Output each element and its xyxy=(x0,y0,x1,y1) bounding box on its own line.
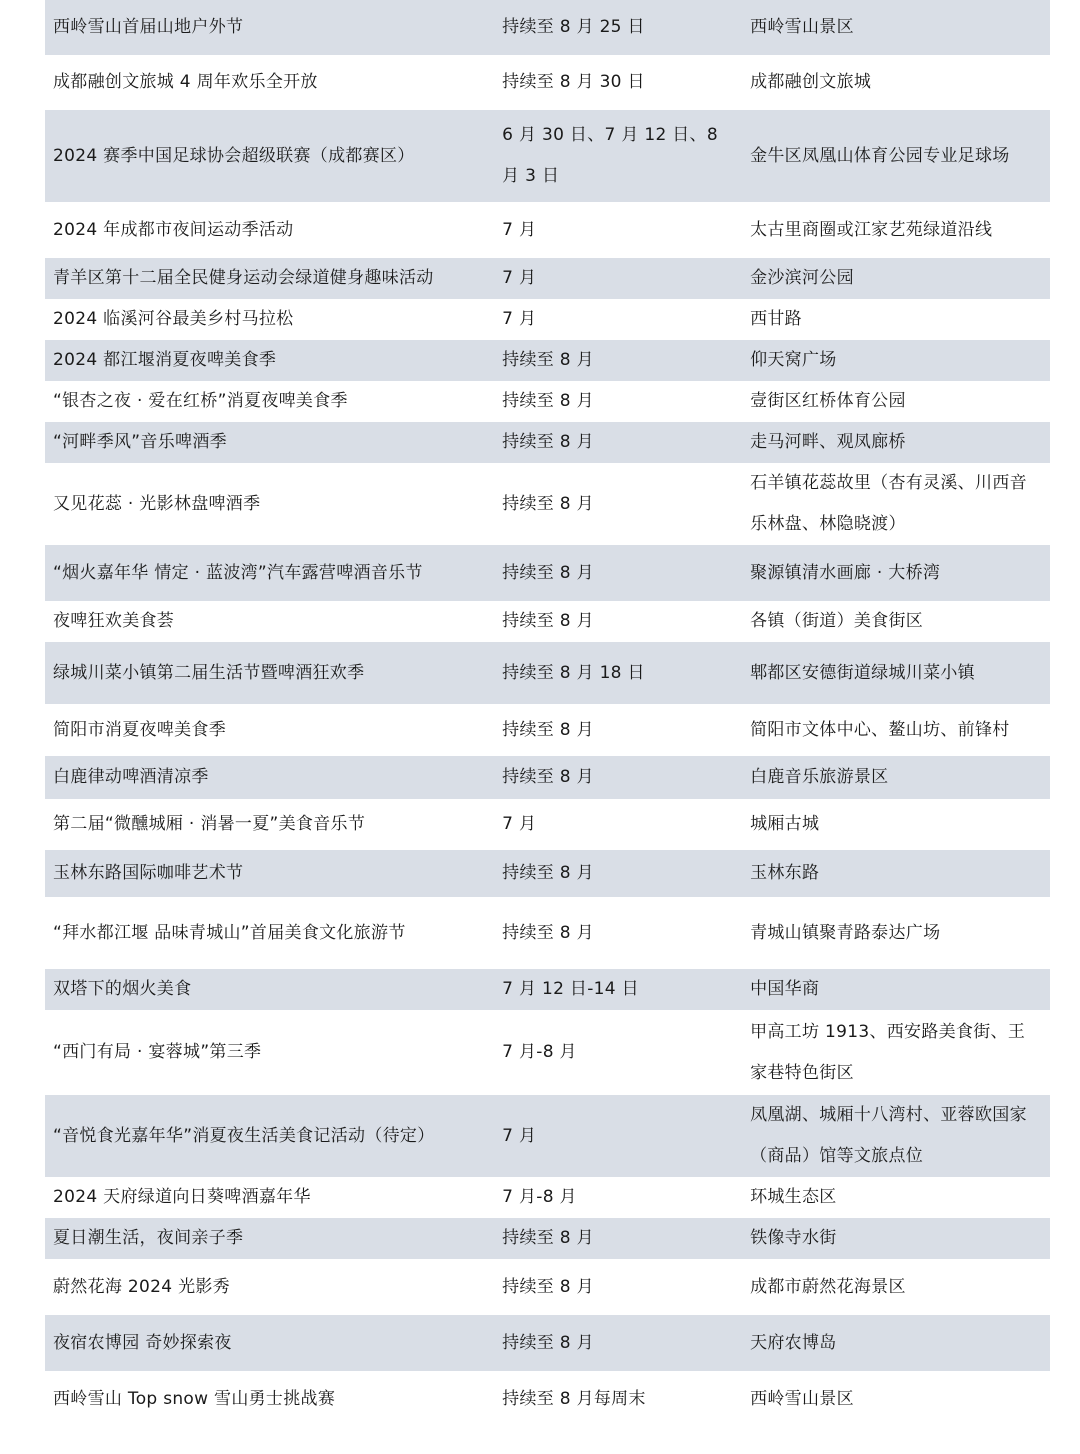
event-name: 双塔下的烟火美食 xyxy=(45,969,494,1010)
event-date: 持续至 8 月 xyxy=(502,922,594,943)
table-row xyxy=(45,1315,1050,1371)
event-name: “烟火嘉年华 情定 · 蓝波湾”汽车露营啤酒音乐节 xyxy=(45,545,494,601)
event-date: 7 月 xyxy=(494,1095,742,1177)
event-name: 简阳市消夏夜啤美食季 xyxy=(53,719,226,740)
events-table xyxy=(45,0,1050,1427)
event-place: 成都融创文旅城 xyxy=(750,72,872,92)
event-date: 6 月 30 日、7 月 12 日、8 月 3 日 xyxy=(494,110,742,202)
event-name: “拜水都江堰 品味青城山”首届美食文化旅游节 xyxy=(53,922,406,943)
table-row xyxy=(45,422,1050,463)
event-place: 中国华商 xyxy=(742,969,1050,1010)
event-place: 西岭雪山景区 xyxy=(742,0,1050,55)
event-place: 城厢古城 xyxy=(750,814,820,834)
event-date: 持续至 8 月 xyxy=(502,493,594,514)
event-date: 持续至 8 月 xyxy=(502,611,594,631)
table-row xyxy=(45,463,1050,545)
table-row xyxy=(45,799,1050,850)
event-place: 简阳市文体中心、鳌山坊、前锋村 xyxy=(750,719,1010,740)
event-name: 白鹿律动啤酒清凉季 xyxy=(45,756,494,799)
event-date: 持续至 8 月 xyxy=(502,719,594,740)
table-row xyxy=(45,704,1050,756)
event-date: 7 月 xyxy=(494,258,742,299)
event-date: 持续至 8 月 25 日 xyxy=(494,0,742,55)
event-place: 金沙滨河公园 xyxy=(742,258,1050,299)
table-row xyxy=(45,545,1050,601)
event-place: 仰天窝广场 xyxy=(742,340,1050,381)
event-name: 西岭雪山 Top snow 雪山勇士挑战赛 xyxy=(53,1388,336,1409)
event-name: 夜啤狂欢美食荟 xyxy=(53,611,175,631)
event-date: 持续至 8 月 xyxy=(494,1218,742,1259)
event-place: 石羊镇花蕊故里（杏有灵溪、川西音乐林盘、林隐晓渡） xyxy=(750,473,1027,534)
event-place: 白鹿音乐旅游景区 xyxy=(742,756,1050,799)
event-place: 青城山镇聚青路泰达广场 xyxy=(750,922,941,943)
table-row xyxy=(45,55,1050,110)
event-name: 2024 都江堰消夏夜啤美食季 xyxy=(45,340,494,381)
event-place: 金牛区凤凰山体育公园专业足球场 xyxy=(742,110,1050,202)
event-name: 蔚然花海 2024 光影秀 xyxy=(53,1276,230,1297)
event-name: 青羊区第十二届全民健身运动会绿道健身趣味活动 xyxy=(45,258,494,299)
event-date: 持续至 8 月 30 日 xyxy=(502,72,645,92)
events-table-body xyxy=(45,0,1050,1427)
table-row xyxy=(45,381,1050,422)
event-date: 7 月 xyxy=(502,309,537,329)
event-name: 成都融创文旅城 4 周年欢乐全开放 xyxy=(53,72,318,92)
table-row xyxy=(45,1095,1050,1177)
event-date: 持续至 8 月 xyxy=(494,422,742,463)
event-date: 持续至 8 月 xyxy=(502,391,594,411)
event-date: 持续至 8 月 xyxy=(502,1276,594,1297)
event-name: “西门有局 · 宴蓉城”第三季 xyxy=(53,1042,262,1062)
table-row xyxy=(45,0,1050,55)
event-date: 7 月-8 月 xyxy=(502,1187,577,1207)
event-place: 郫都区安德街道绿城川菜小镇 xyxy=(742,642,1050,704)
table-row xyxy=(45,1218,1050,1259)
event-name: 2024 赛季中国足球协会超级联赛（成都赛区） xyxy=(45,110,494,202)
table-row xyxy=(45,969,1050,1010)
table-row xyxy=(45,601,1050,642)
event-place: 成都市蔚然花海景区 xyxy=(750,1276,906,1297)
event-date: 7 月-8 月 xyxy=(502,1042,577,1062)
table-row xyxy=(45,850,1050,897)
event-name: 2024 年成都市夜间运动季活动 xyxy=(53,219,294,240)
event-place: 太古里商圈或江家艺苑绿道沿线 xyxy=(750,219,993,240)
event-date: 持续至 8 月 18 日 xyxy=(494,642,742,704)
event-name: 夏日潮生活，夜间亲子季 xyxy=(45,1218,494,1259)
table-row xyxy=(45,756,1050,799)
event-place: 铁像寺水街 xyxy=(742,1218,1050,1259)
event-place: 走马河畔、观凤廊桥 xyxy=(742,422,1050,463)
table-row xyxy=(45,1259,1050,1315)
event-date: 持续至 8 月 xyxy=(494,850,742,897)
table-row xyxy=(45,1010,1050,1095)
event-date: 持续至 8 月 xyxy=(494,340,742,381)
event-name: 2024 临溪河谷最美乡村马拉松 xyxy=(53,309,294,329)
event-place: 西甘路 xyxy=(750,309,802,329)
table-row xyxy=(45,897,1050,969)
event-place: 壹街区红桥体育公园 xyxy=(750,391,906,411)
table-row xyxy=(45,340,1050,381)
event-place: 各镇（街道）美食街区 xyxy=(750,611,924,631)
table-row xyxy=(45,258,1050,299)
event-name: 2024 天府绿道向日葵啤酒嘉年华 xyxy=(53,1187,311,1207)
event-place: 玉林东路 xyxy=(742,850,1050,897)
event-name: 夜宿农博园 奇妙探索夜 xyxy=(45,1315,494,1371)
table-row xyxy=(45,1177,1050,1218)
event-name: “河畔季风”音乐啤酒季 xyxy=(45,422,494,463)
event-place: 天府农博岛 xyxy=(742,1315,1050,1371)
event-place: 聚源镇清水画廊 · 大桥湾 xyxy=(742,545,1050,601)
event-date: 持续至 8 月 xyxy=(494,545,742,601)
event-date: 持续至 8 月每周末 xyxy=(502,1388,646,1409)
event-date: 7 月 xyxy=(502,814,537,834)
event-name: 玉林东路国际咖啡艺术节 xyxy=(45,850,494,897)
table-row xyxy=(45,202,1050,258)
event-place: 凤凰湖、城厢十八湾村、亚蓉欧国家（商品）馆等文旅点位 xyxy=(742,1095,1050,1177)
event-name: 第二届“微醺城厢 · 消暑一夏”美食音乐节 xyxy=(53,814,366,834)
table-row xyxy=(45,110,1050,202)
event-place: 西岭雪山景区 xyxy=(750,1388,854,1409)
event-place: 甲高工坊 1913、西安路美食街、王家巷特色街区 xyxy=(750,1021,1026,1083)
event-name: 西岭雪山首届山地户外节 xyxy=(45,0,494,55)
table-row xyxy=(45,1371,1050,1427)
event-date: 持续至 8 月 xyxy=(494,1315,742,1371)
table-row xyxy=(45,642,1050,704)
event-date: 7 月 12 日-14 日 xyxy=(494,969,742,1010)
event-name: “音悦食光嘉年华”消夏夜生活美食记活动（待定） xyxy=(45,1095,494,1177)
event-name: 绿城川菜小镇第二届生活节暨啤酒狂欢季 xyxy=(45,642,494,704)
event-name: “银杏之夜 · 爱在红桥”消夏夜啤美食季 xyxy=(53,391,348,411)
event-date: 持续至 8 月 xyxy=(494,756,742,799)
event-date: 7 月 xyxy=(502,219,537,240)
event-place: 环城生态区 xyxy=(750,1187,837,1207)
table-row xyxy=(45,299,1050,340)
event-name: 又见花蕊 · 光影林盘啤酒季 xyxy=(53,493,261,514)
